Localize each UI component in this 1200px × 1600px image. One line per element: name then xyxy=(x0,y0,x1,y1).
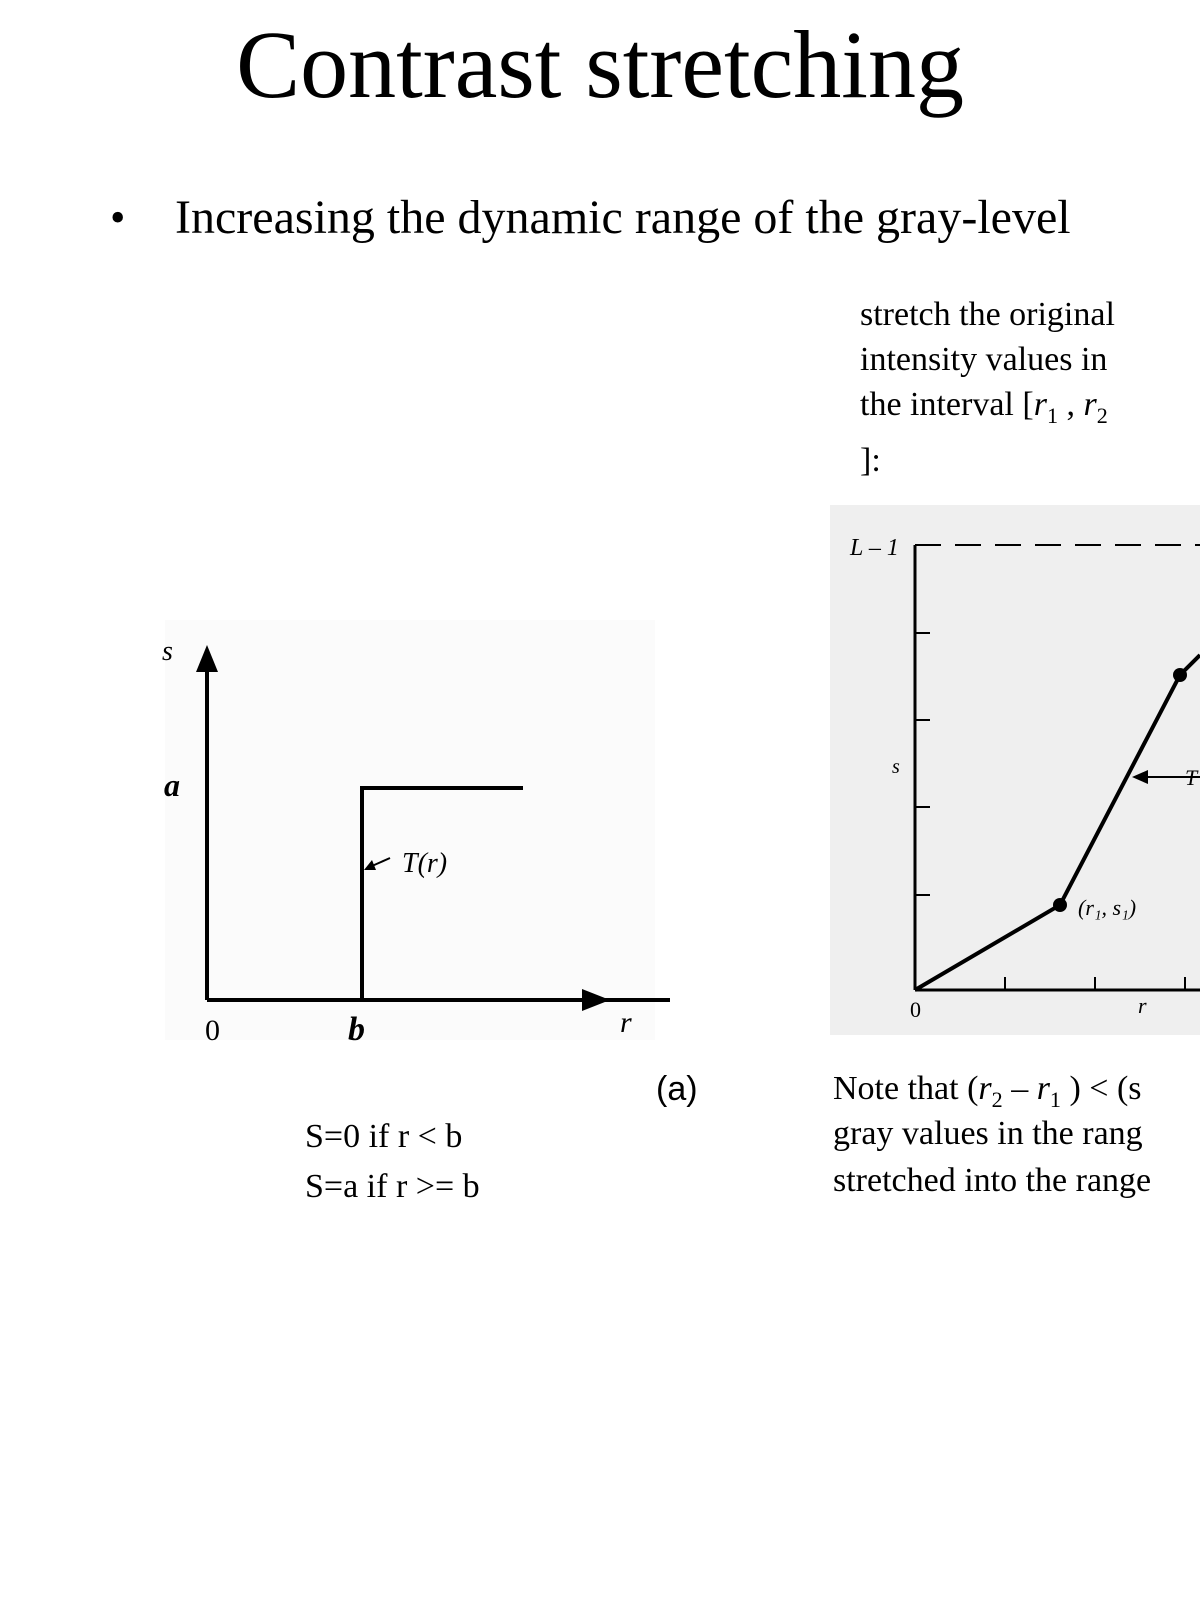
linear-point-2 xyxy=(1173,668,1187,682)
step-b-label: b xyxy=(348,1011,365,1048)
note-line-1 xyxy=(833,1070,1142,1113)
linear-point-1-label: (r₁, s₁) xyxy=(1078,895,1137,920)
note-line-2: gray values in the rang xyxy=(833,1115,1143,1152)
stretch-note-line1: stretch the original xyxy=(860,296,1115,333)
linear-y-label: s xyxy=(892,756,900,778)
stretch-note-r2-sub: 2 xyxy=(1096,402,1108,428)
note-r2-sub: 2 xyxy=(991,1086,1003,1112)
linear-curve-label: T xyxy=(1185,765,1198,790)
linear-point-1 xyxy=(1053,898,1067,912)
step-y-label: s xyxy=(162,636,173,667)
linear-x-label: r xyxy=(1138,993,1147,1018)
stretch-note-sep: , xyxy=(1057,386,1084,423)
note-prefix: Note that ( xyxy=(833,1070,979,1107)
linear-stretch-figure xyxy=(830,505,1200,1035)
figure-a-label: (a) xyxy=(656,1070,698,1108)
rule-line-2: S=a if r >= b xyxy=(305,1168,480,1205)
note-suffix: ) < (s xyxy=(1060,1070,1142,1107)
note-r2: r xyxy=(978,1070,992,1107)
linear-figure-background xyxy=(830,505,1200,1035)
stretch-note xyxy=(860,292,1200,483)
step-curve-label: T(r) xyxy=(402,848,448,879)
stretch-note-r1-sub: 1 xyxy=(1046,402,1058,428)
step-origin-label: 0 xyxy=(205,1014,220,1047)
stretch-note-line4: ]: xyxy=(860,441,881,479)
note-r1: r xyxy=(1036,1070,1050,1107)
note-r1-sub: 1 xyxy=(1049,1086,1061,1112)
rule-line-1: S=0 if r < b xyxy=(305,1118,463,1155)
stretch-note-line2: intensity values in xyxy=(860,341,1108,378)
bullet-text: Increasing the dynamic range of the gray-level xyxy=(175,191,1071,244)
stretch-note-line3 xyxy=(860,382,1200,438)
bullet-dot: • xyxy=(110,193,126,242)
step-figure-background xyxy=(165,620,655,1040)
slide-title: Contrast stretching xyxy=(236,11,964,118)
step-a-label: a xyxy=(164,767,180,803)
note-line-3: stretched into the range xyxy=(833,1162,1152,1199)
stretch-note-interval-prefix: the interval [ xyxy=(860,386,1034,423)
step-x-label: r xyxy=(620,1006,632,1039)
step-function-figure xyxy=(150,600,670,1060)
linear-top-label: L – 1 xyxy=(850,535,899,561)
linear-origin-label: 0 xyxy=(910,997,921,1022)
note-minus: – xyxy=(1002,1070,1037,1107)
stretch-note-r2: r xyxy=(1083,386,1097,423)
stretch-note-r1: r xyxy=(1033,386,1047,423)
